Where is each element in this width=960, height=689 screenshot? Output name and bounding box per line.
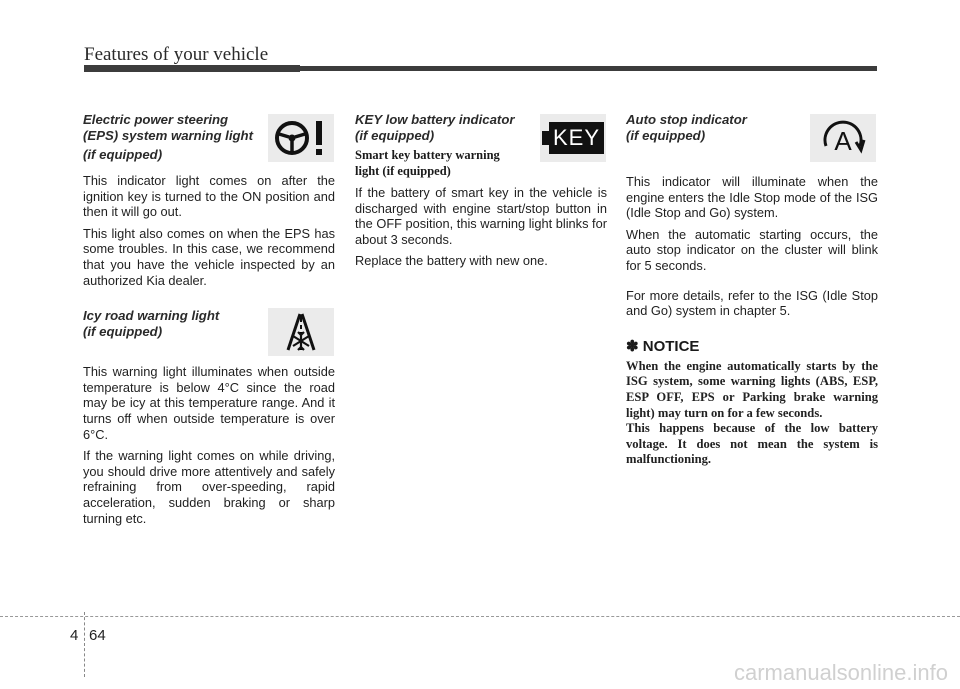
auto-stop-icon xyxy=(810,114,876,162)
watermark: carmanualsonline.info xyxy=(733,660,948,685)
page-number: 64 xyxy=(89,627,106,644)
icy-section-title: Icy road warning light (if equipped) xyxy=(83,308,220,340)
autostop-section-title: Auto stop indicator (if equipped) xyxy=(626,112,747,143)
eps-paragraph-2: This light also comes on when the EPS has some troubles. In this case, we recommend that you have the vehicle inspected by an authorized Kia dealer. xyxy=(83,225,335,288)
notice-text-1: When the engine automatically starts by the ISG system, some warning lights (ABS, ESP, ESP OFF, EPS or Parking brake warning light) may turn on for a few seconds. xyxy=(626,358,878,420)
key-section-subtitle: Smart key battery warning light (if equipped) xyxy=(355,148,500,178)
page-header-title: Features of your vehicle xyxy=(84,44,269,65)
column-right xyxy=(626,112,878,468)
autostop-paragraph-2: When the automatic starting occurs, the auto stop indicator on the cluster will blink for 5 seconds. xyxy=(626,226,878,273)
footer-rule xyxy=(0,616,960,618)
auto-stop-icon-letter: A xyxy=(834,126,852,156)
notice-text-2: This happens because of the low battery voltage. It does not mean the system is malfunctioning. xyxy=(626,421,878,467)
notice-title: ✽ NOTICE xyxy=(626,337,700,355)
autostop-paragraph-1: This indicator will illuminate when the engine enters the Idle Stop mode of the ISG (Idle Stop and Go) system. xyxy=(626,174,878,221)
key-paragraph-2: Replace the battery with new one. xyxy=(355,253,548,269)
chapter-number: 4 xyxy=(70,627,79,644)
key-section-title: KEY low battery indicator (if equipped) xyxy=(355,112,515,143)
footer-divider xyxy=(84,612,86,677)
eps-warning-icon xyxy=(268,114,334,162)
icy-road-warning-icon xyxy=(268,308,334,356)
key-battery-icon xyxy=(540,114,606,162)
autostop-paragraph-3: For more details, refer to the ISG (Idle Stop and Go) system in chapter 5. xyxy=(626,287,878,319)
header-rule xyxy=(84,66,877,71)
eps-section-title: Electric power steering (EPS) system warning light (if equipped) xyxy=(83,112,254,162)
icy-paragraph-2: If the warning light comes on while driving, you should drive more attentively and safely refraining from over-speeding, rapid acceleration, sudden braking or sharp turning etc. xyxy=(83,448,335,526)
key-icon-label: KEY xyxy=(549,122,604,154)
eps-paragraph-1: This indicator light comes on after the ignition key is turned to the ON position and then it will go out. xyxy=(83,173,335,220)
key-paragraph-1: If the battery of smart key in the vehicle is discharged with engine start/stop button in the OFF position, this warning light blinks for about 3 seconds. xyxy=(355,185,607,247)
icy-paragraph-1: This warning light illuminates when outside temperature is below 4°C since the road may be icy at this temperature range. And it turns off when outside temperature is over 6°C. xyxy=(83,364,335,442)
